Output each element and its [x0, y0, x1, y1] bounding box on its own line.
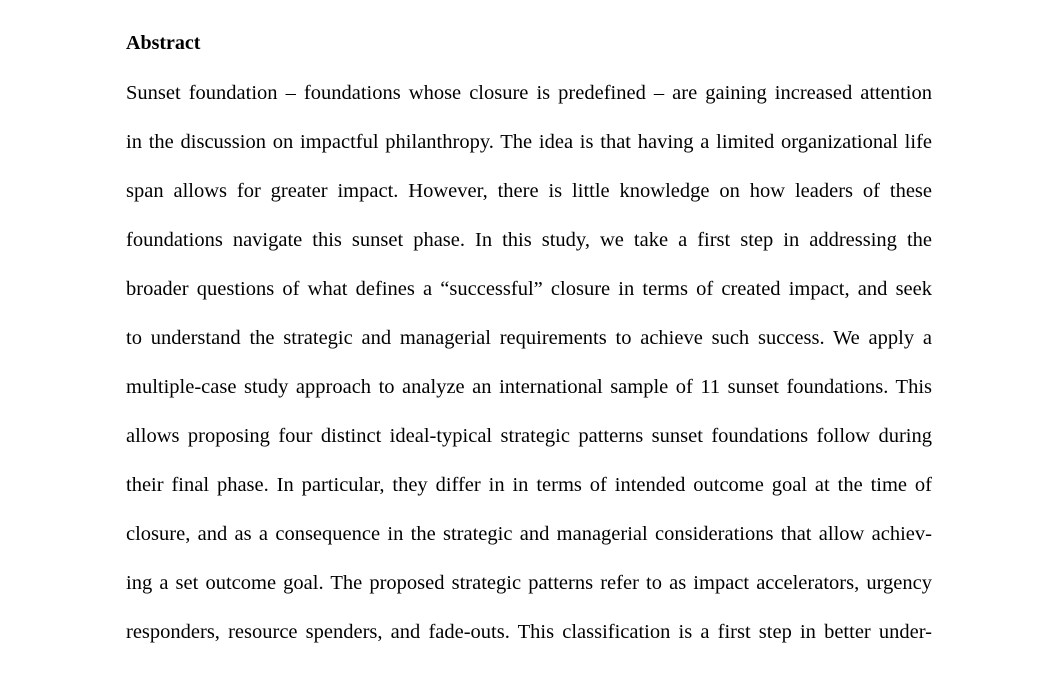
abstract-line: ing a set outcome goal. The proposed strategic patterns refer to as impact accelerators, urgency: [126, 572, 932, 594]
abstract-line: span allows for greater impact. However, there is little knowledge on how leaders of these: [126, 180, 932, 202]
abstract-line: Sunset foundation – foundations whose closure is predefined – are gaining increased attention: [126, 82, 932, 104]
abstract-line: broader questions of what defines a “successful” closure in terms of created impact, and seek: [126, 278, 932, 300]
abstract-line: closure, and as a consequence in the strategic and managerial considerations that allow achiev-: [126, 523, 932, 545]
abstract-heading: Abstract: [126, 32, 201, 54]
abstract-line: foundations navigate this sunset phase. In this study, we take a first step in addressing the: [126, 229, 932, 251]
abstract-body: [126, 78, 932, 666]
abstract-line: responders, resource spenders, and fade-outs. This classification is a first step in better under-: [126, 621, 932, 643]
abstract-line: their final phase. In particular, they differ in in terms of intended outcome goal at the time of: [126, 474, 932, 496]
abstract-line: allows proposing four distinct ideal-typical strategic patterns sunset foundations follow during: [126, 425, 932, 447]
abstract-line: multiple-case study approach to analyze an international sample of 11 sunset foundations. This: [126, 376, 932, 398]
abstract-line: to understand the strategic and managerial requirements to achieve such success. We apply a: [126, 327, 932, 349]
abstract-line: in the discussion on impactful philanthropy. The idea is that having a limited organizational life: [126, 131, 932, 153]
